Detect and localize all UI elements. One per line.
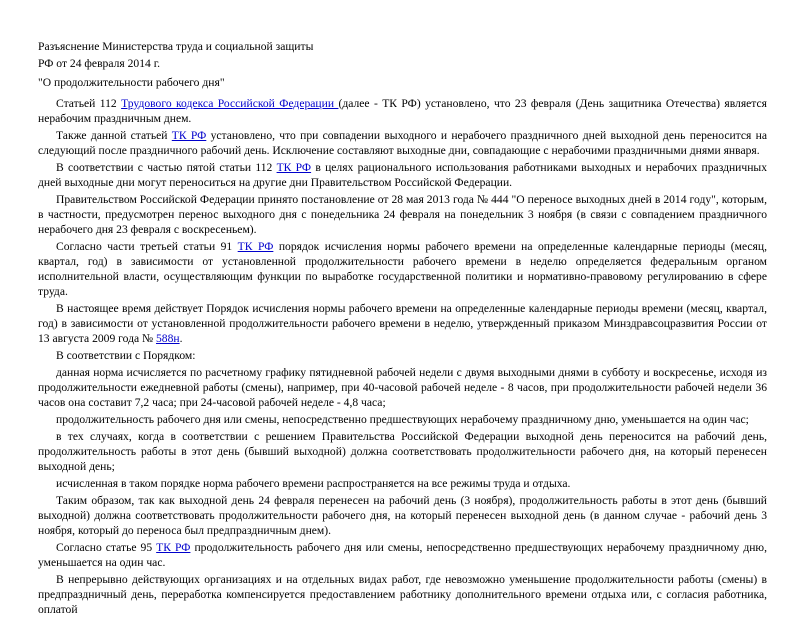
paragraph-1: Статьей 112 Трудового кодекса Российской Федерации (далее - ТК РФ) установлено, что 23 февраля (День защитника Отечества) является нерабочим праздничным днем. <box>38 97 767 125</box>
header-line-2: РФ от 24 февраля 2014 г. <box>38 57 161 70</box>
paragraph-11: исчисленная в таком порядке норма рабочего времени распространяется на все режимы труда и отдыха. <box>56 477 571 490</box>
paragraph-2: Также данной статьей ТК РФ установлено, что при совпадении выходного и нерабочего праздничного дней выходной день переносится на следующий после праздничного рабочий день. Исключение составляют выходные дни, совпадающие с нерабочими праздничными днями января. <box>38 129 768 157</box>
paragraph-14: В непрерывно действующих организациях и на отдельных видах работ, где невозможно уменьшение продолжительности работы (смены) в предпраздничный день, переработка компенсируется предоставлением работнику дополнительного времени отдыха или, с согласия работника, оплатой <box>38 573 767 616</box>
paragraph-13: Согласно статье 95 ТК РФ продолжительность рабочего дня или смены, непосредственно предшествующих нерабочему праздничному дню, уменьшается на один час. <box>38 541 767 569</box>
document-title: "О продолжительности рабочего дня" <box>38 76 225 89</box>
paragraph-6: В настоящее время действует Порядок исчисления нормы рабочего времени на определенные календарные периоды времени (месяц, квартал, год) в зависимости от установленной продолжительности рабочего времени в неделю, утвержденный приказом Минздравсоцразвития России от 13 августа 2009 года № 588н. <box>38 302 767 345</box>
paragraph-9: продолжительность рабочего дня или смены, непосредственно предшествующих нерабочему праздничному дню, уменьшается на один час; <box>56 413 749 426</box>
paragraph-7: В соответствии с Порядком: <box>56 349 196 362</box>
paragraph-3: В соответствии с частью пятой статьи 112 ТК РФ в целях рационального использования работниками выходных и нерабочих праздничных дней выходные дни могут переноситься на другие дни Правительством Российской Федерации. <box>38 161 767 189</box>
tk-rf-link[interactable]: ТК РФ <box>171 129 207 142</box>
paragraph-8: данная норма исчисляется по расчетному графику пятидневной рабочей недели с двумя выходными днями в субботу и воскресенье, исходя из продолжительности ежедневной работы (смены), например, при 40-часовой рабочей неделе - 8 часов, при продолжительности рабочей недели 36 часов она составит 7,2 часа; при 24-часовой рабочей неделе - 4,8 часа; <box>38 366 767 409</box>
paragraph-5: Согласно части третьей статьи 91 ТК РФ порядок исчисления нормы рабочего времени на определенные календарные периоды (месяц, квартал, год) в зависимости от установленной продолжительности рабочего времени в неделю определяется федеральным органом исполнительной власти, осуществляющим функции по выработке государственной политики и нормативно-правовому регулированию в сфере труда. <box>38 240 767 298</box>
header-line-1: Разъяснение Министерства труда и социальной защиты <box>38 40 314 53</box>
paragraph-10: в тех случаях, когда в соответствии с решением Правительства Российской Федерации выходной день переносится на рабочий день, продолжительность работы в этот день (бывший выходной) должна соответствовать продолжительности рабочего дня, на который перенесен выходной день; <box>38 430 767 473</box>
order-588n-link[interactable]: 588н <box>155 332 180 345</box>
document-body <box>38 96 767 619</box>
tk-rf-link[interactable]: ТК РФ <box>237 240 274 253</box>
paragraph-12: Таким образом, так как выходной день 24 февраля перенесен на рабочий день (3 ноября), продолжительность работы в этот день (бывший выходной) должна соответствовать продолжительности рабочего дня, на который перенесен выходной день (в данном случае - рабочий день 3 ноября, который до переноса был предпраздничным днем). <box>38 494 767 537</box>
labor-code-link[interactable]: Трудового кодекса Российской Федерации <box>121 97 339 110</box>
tk-rf-link[interactable]: ТК РФ <box>276 161 312 174</box>
document-header <box>38 38 313 72</box>
paragraph-4: Правительством Российской Федерации принято постановление от 28 мая 2013 года № 444 "О переносе выходных дней в 2014 году", которым, в частности, предусмотрен перенос выходного дня с понедельника 24 февраля на понедельник 3 ноября (в связи с совпадением праздничного нерабочего дня 23 февраля с воскресеньем). <box>38 193 767 236</box>
tk-rf-link[interactable]: ТК РФ <box>156 541 191 554</box>
